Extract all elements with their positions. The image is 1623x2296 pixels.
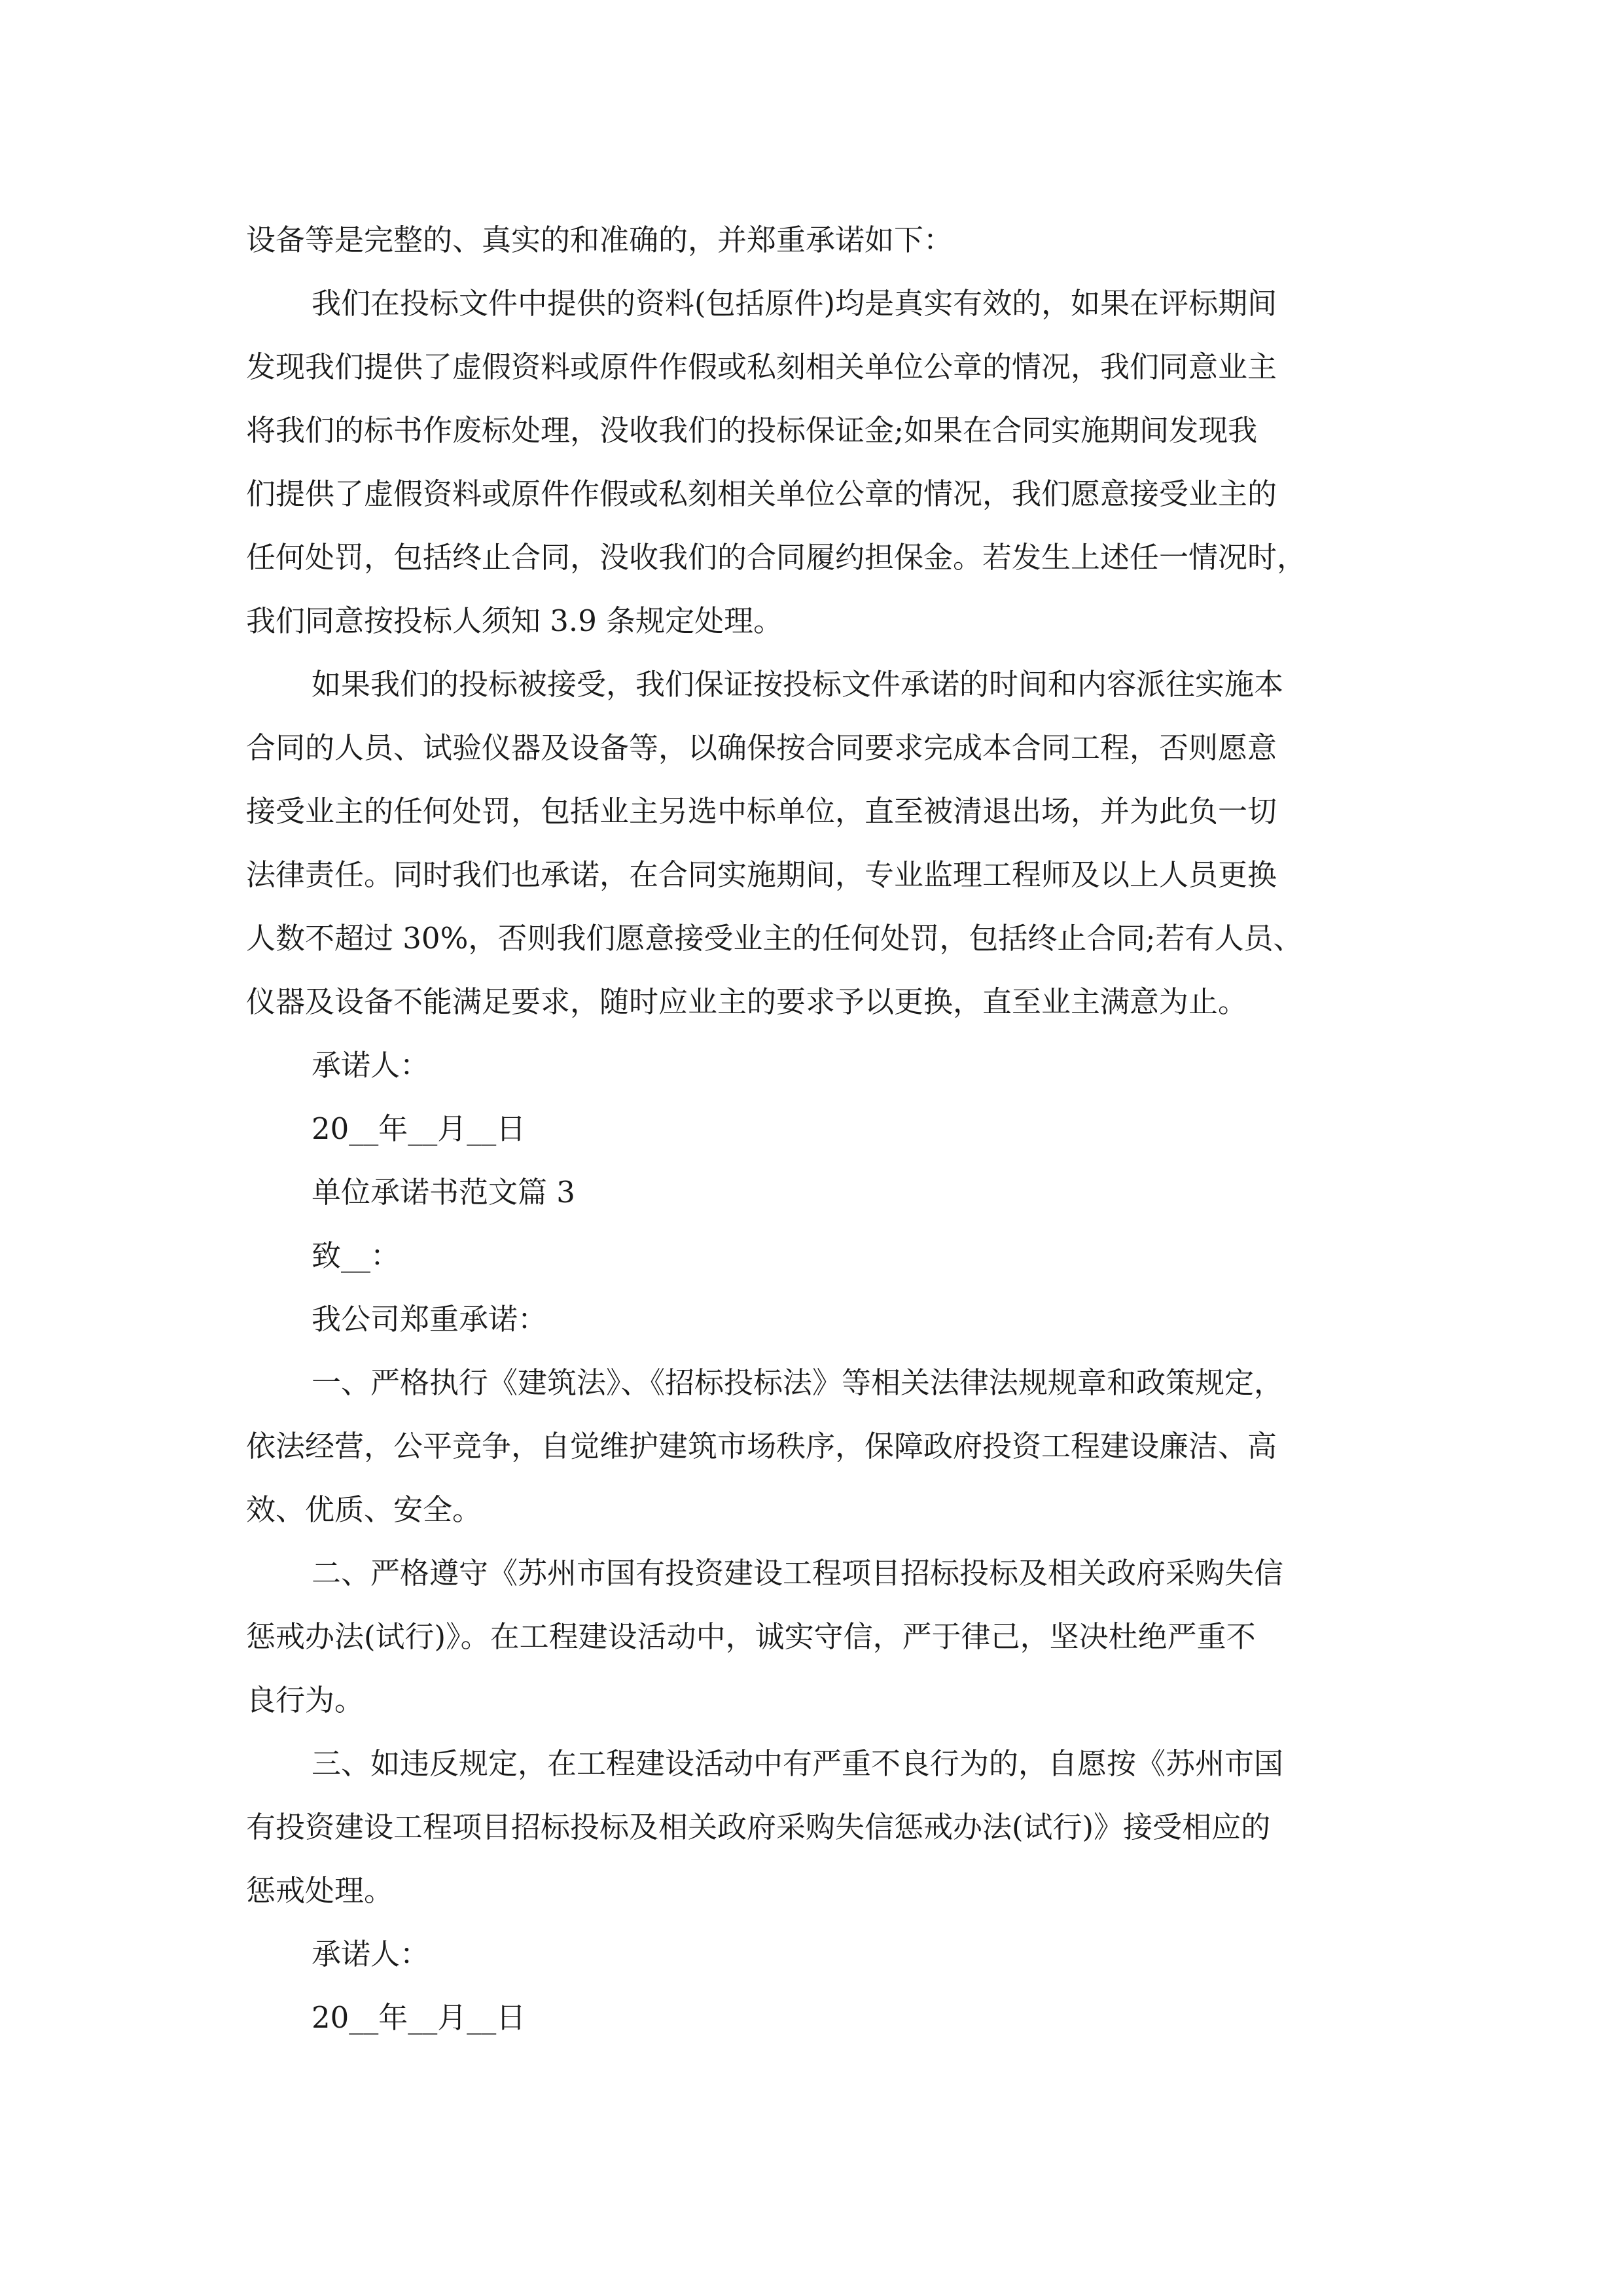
text-line: 20__年__月__日 (312, 1111, 526, 1146)
text-line: 二、严格遵守《苏州市国有投资建设工程项目招标投标及相关政府采购失信 (312, 1556, 1284, 1590)
text-line: 致__： (312, 1238, 401, 1273)
text-line: 三、如违反规定，在工程建设活动中有严重不良行为的，自愿按《苏州市国 (312, 1746, 1284, 1781)
text-line: 依法经营，公平竞争，自觉维护建筑市场秩序，保障政府投资工程建设廉洁、高 (246, 1429, 1277, 1463)
text-line: 惩戒处理。 (246, 1873, 394, 1908)
text-line: 接受业主的任何处罚，包括业主另选中标单位，直至被清退出场，并为此负一切 (246, 794, 1277, 829)
text-line: 如果我们的投标被接受，我们保证按投标文件承诺的时间和内容派往实施本 (312, 667, 1284, 702)
text-line: 效、优质、安全。 (246, 1492, 482, 1527)
text-line: 们提供了虚假资料或原件作假或私刻相关单位公章的情况，我们愿意接受业主的 (246, 476, 1277, 511)
text-line: 发现我们提供了虚假资料或原件作假或私刻相关单位公章的情况，我们同意业主 (246, 350, 1277, 384)
text-line: 我公司郑重承诺： (312, 1302, 548, 1336)
text-line: 人数不超过 30%，否则我们愿意接受业主的任何处罚，包括终止合同;若有人员、 (246, 921, 1303, 956)
text-line: 有投资建设工程项目招标投标及相关政府采购失信惩戒办法(试行)》接受相应的 (246, 1810, 1271, 1844)
text-line: 单位承诺书范文篇 3 (312, 1175, 575, 1210)
text-line: 一、严格执行《建筑法》、《招标投标法》等相关法律法规规章和政策规定， (312, 1365, 1284, 1400)
text-line: 将我们的标书作废标处理，没收我们的投标保证金;如果在合同实施期间发现我 (246, 413, 1258, 448)
text-line: 良行为。 (246, 1683, 365, 1717)
text-line: 合同的人员、试验仪器及设备等，以确保按合同要求完成本合同工程，否则愿意 (246, 730, 1277, 765)
text-line: 我们在投标文件中提供的资料(包括原件)均是真实有效的，如果在评标期间 (312, 286, 1277, 321)
text-line: 我们同意按投标人须知 3.9 条规定处理。 (246, 603, 783, 638)
text-line: 任何处罚，包括终止合同，没收我们的合同履约担保金。若发生上述任一情况时， (246, 540, 1307, 575)
document-page (246, 208, 1391, 2049)
text-line: 承诺人： (312, 1048, 430, 1083)
text-line: 承诺人： (312, 1937, 430, 1971)
text-line: 仪器及设备不能满足要求，随时应业主的要求予以更换，直至业主满意为止。 (246, 984, 1248, 1019)
text-line: 法律责任。同时我们也承诺，在合同实施期间，专业监理工程师及以上人员更换 (246, 857, 1277, 892)
text-line: 设备等是完整的、真实的和准确的，并郑重承诺如下： (246, 223, 954, 257)
text-line: 20__年__月__日 (312, 2000, 526, 2035)
text-line: 惩戒办法(试行)》。在工程建设活动中，诚实守信，严于律己，坚决杜绝严重不 (246, 1619, 1256, 1654)
